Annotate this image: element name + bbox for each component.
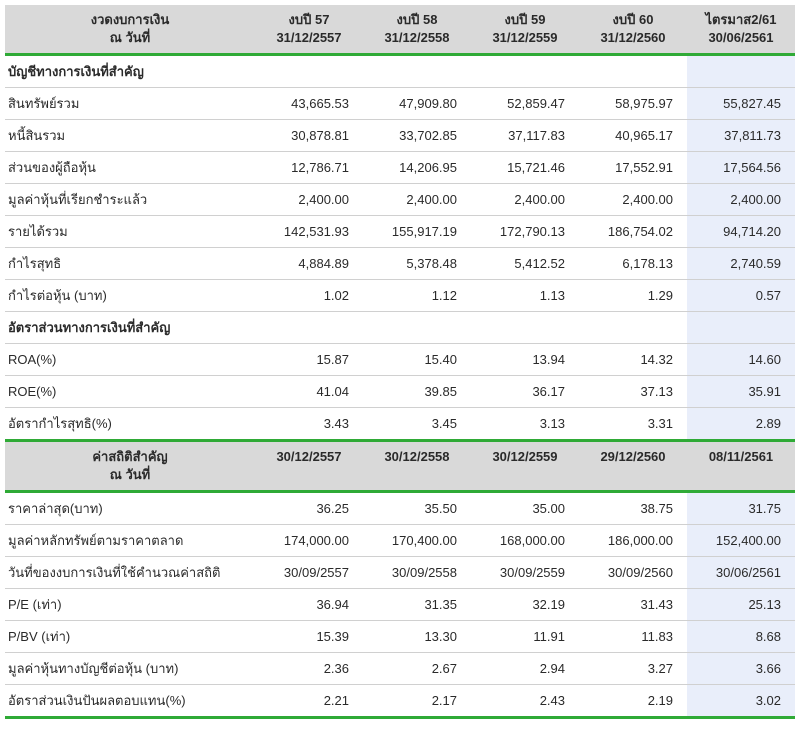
cell-value: 35.00 <box>471 492 579 525</box>
cell-value: 1.12 <box>363 280 471 312</box>
cell-value: 40,965.17 <box>579 120 687 152</box>
cell-value: 2.36 <box>255 653 363 685</box>
cell-value: 39.85 <box>363 376 471 408</box>
cell-value: 36.94 <box>255 589 363 621</box>
table-row <box>5 216 795 248</box>
cell-value: 52,859.47 <box>471 88 579 120</box>
cell-value: 2.94 <box>471 653 579 685</box>
cell-value: 2,400.00 <box>363 184 471 216</box>
cell-value: 14,206.95 <box>363 152 471 184</box>
table-row <box>5 248 795 280</box>
cell-value: 15.40 <box>363 344 471 376</box>
cell-value: 2.89 <box>687 408 795 441</box>
row-label: วันที่ของงบการเงินที่ใช้คำนวณค่าสถิติ <box>5 557 255 589</box>
column-title: งบปี 58 <box>396 12 438 27</box>
cell-value: 2,400.00 <box>255 184 363 216</box>
column-header-fy60 <box>579 5 687 55</box>
row-label: อัตรากำไรสุทธิ(%) <box>5 408 255 441</box>
cell-value: 37,811.73 <box>687 120 795 152</box>
cell-value: 17,564.56 <box>687 152 795 184</box>
cell-value: 155,917.19 <box>363 216 471 248</box>
column-header-fy57 <box>255 5 363 55</box>
cell-value: 1.13 <box>471 280 579 312</box>
cell-value: 2.19 <box>579 685 687 718</box>
cell-value: 47,909.80 <box>363 88 471 120</box>
row-label: มูลค่าหุ้นที่เรียกชำระแล้ว <box>5 184 255 216</box>
table-row <box>5 120 795 152</box>
cell-value: 30/06/2561 <box>687 557 795 589</box>
column-header-q2-61 <box>687 5 795 55</box>
table-row <box>5 344 795 376</box>
row-label: ราคาล่าสุด(บาท) <box>5 492 255 525</box>
cell-value: 32.19 <box>471 589 579 621</box>
cell-value: 0.57 <box>687 280 795 312</box>
cell-value: 30/09/2560 <box>579 557 687 589</box>
header-label-line1: ค่าสถิติสำคัญ <box>92 449 168 464</box>
cell-value: 30,878.81 <box>255 120 363 152</box>
cell-value: 15,721.46 <box>471 152 579 184</box>
cell-value: 2.43 <box>471 685 579 718</box>
cell-empty <box>687 312 795 344</box>
row-label: มูลค่าหุ้นทางบัญชีต่อหุ้น (บาท) <box>5 653 255 685</box>
table-row <box>5 376 795 408</box>
cell-value: 12,786.71 <box>255 152 363 184</box>
cell-value: 2,400.00 <box>471 184 579 216</box>
statistics-header-label <box>5 441 255 492</box>
header-label-line2: ณ วันที่ <box>109 467 151 482</box>
cell-value: 2.17 <box>363 685 471 718</box>
cell-value: 36.25 <box>255 492 363 525</box>
cell-value: 31.35 <box>363 589 471 621</box>
row-label: กำไรสุทธิ <box>5 248 255 280</box>
fiscal-period-header-row <box>5 5 795 55</box>
statistics-column-date: 30/12/2557 <box>255 441 363 492</box>
table-row <box>5 653 795 685</box>
row-label: P/BV (เท่า) <box>5 621 255 653</box>
cell-value: 13.94 <box>471 344 579 376</box>
cell-value: 94,714.20 <box>687 216 795 248</box>
cell-empty <box>687 55 795 88</box>
cell-value: 3.43 <box>255 408 363 441</box>
cell-value: 25.13 <box>687 589 795 621</box>
cell-value: 186,000.00 <box>579 525 687 557</box>
column-title: งบปี 60 <box>612 12 654 27</box>
row-label: กำไรต่อหุ้น (บาท) <box>5 280 255 312</box>
cell-value: 14.32 <box>579 344 687 376</box>
cell-value: 3.31 <box>579 408 687 441</box>
row-label: อัตราส่วนเงินปันผลตอบแทน(%) <box>5 685 255 718</box>
row-label: มูลค่าหลักทรัพย์ตามราคาตลาด <box>5 525 255 557</box>
cell-value: 11.83 <box>579 621 687 653</box>
cell-value: 37.13 <box>579 376 687 408</box>
cell-value: 1.29 <box>579 280 687 312</box>
column-header-fy58 <box>363 5 471 55</box>
table-row <box>5 685 795 718</box>
cell-value: 8.68 <box>687 621 795 653</box>
section-title-row <box>5 312 795 344</box>
cell-value: 186,754.02 <box>579 216 687 248</box>
cell-value: 2,740.59 <box>687 248 795 280</box>
cell-value: 3.27 <box>579 653 687 685</box>
column-title: งบปี 59 <box>504 12 546 27</box>
section-title-financial-accounts: บัญชีทางการเงินที่สำคัญ <box>5 55 687 88</box>
cell-value: 4,884.89 <box>255 248 363 280</box>
table-row <box>5 88 795 120</box>
cell-value: 14.60 <box>687 344 795 376</box>
cell-value: 33,702.85 <box>363 120 471 152</box>
cell-value: 142,531.93 <box>255 216 363 248</box>
fiscal-period-header-label <box>5 5 255 55</box>
cell-value: 152,400.00 <box>687 525 795 557</box>
section-title-financial-ratios: อัตราส่วนทางการเงินที่สำคัญ <box>5 312 687 344</box>
row-label: ส่วนของผู้ถือหุ้น <box>5 152 255 184</box>
cell-value: 170,400.00 <box>363 525 471 557</box>
section-title-row <box>5 55 795 88</box>
header-label-line1: งวดงบการเงิน <box>90 12 170 27</box>
cell-value: 37,117.83 <box>471 120 579 152</box>
cell-value: 2.21 <box>255 685 363 718</box>
cell-value: 55,827.45 <box>687 88 795 120</box>
cell-value: 41.04 <box>255 376 363 408</box>
cell-value: 3.02 <box>687 685 795 718</box>
cell-value: 174,000.00 <box>255 525 363 557</box>
statistics-column-date: 29/12/2560 <box>579 441 687 492</box>
cell-value: 2,400.00 <box>579 184 687 216</box>
table-row <box>5 492 795 525</box>
cell-value: 35.91 <box>687 376 795 408</box>
column-date: 30/06/2561 <box>708 30 774 45</box>
cell-value: 31.75 <box>687 492 795 525</box>
cell-value: 2,400.00 <box>687 184 795 216</box>
cell-value: 5,378.48 <box>363 248 471 280</box>
cell-value: 43,665.53 <box>255 88 363 120</box>
table-row <box>5 280 795 312</box>
cell-value: 1.02 <box>255 280 363 312</box>
cell-value: 30/09/2559 <box>471 557 579 589</box>
cell-value: 168,000.00 <box>471 525 579 557</box>
table-row <box>5 621 795 653</box>
statistics-column-date: 08/11/2561 <box>687 441 795 492</box>
statistics-column-date: 30/12/2558 <box>363 441 471 492</box>
cell-value: 36.17 <box>471 376 579 408</box>
cell-value: 3.66 <box>687 653 795 685</box>
table-row <box>5 525 795 557</box>
cell-value: 15.87 <box>255 344 363 376</box>
table-row <box>5 184 795 216</box>
cell-value: 38.75 <box>579 492 687 525</box>
column-title: ไตรมาส2/61 <box>705 12 777 27</box>
cell-value: 13.30 <box>363 621 471 653</box>
cell-value: 30/09/2557 <box>255 557 363 589</box>
column-date: 31/12/2557 <box>276 30 342 45</box>
column-date: 31/12/2559 <box>492 30 558 45</box>
cell-value: 3.45 <box>363 408 471 441</box>
cell-value: 58,975.97 <box>579 88 687 120</box>
statistics-column-date: 30/12/2559 <box>471 441 579 492</box>
table-row <box>5 589 795 621</box>
column-header-fy59 <box>471 5 579 55</box>
cell-value: 31.43 <box>579 589 687 621</box>
row-label: หนี้สินรวม <box>5 120 255 152</box>
cell-value: 17,552.91 <box>579 152 687 184</box>
row-label: สินทรัพย์รวม <box>5 88 255 120</box>
cell-value: 172,790.13 <box>471 216 579 248</box>
column-date: 31/12/2560 <box>600 30 666 45</box>
cell-value: 15.39 <box>255 621 363 653</box>
row-label: P/E (เท่า) <box>5 589 255 621</box>
financial-summary-table <box>5 5 795 719</box>
cell-value: 11.91 <box>471 621 579 653</box>
row-label: รายได้รวม <box>5 216 255 248</box>
cell-value: 3.13 <box>471 408 579 441</box>
cell-value: 6,178.13 <box>579 248 687 280</box>
statistics-header-row <box>5 441 795 492</box>
cell-value: 5,412.52 <box>471 248 579 280</box>
cell-value: 30/09/2558 <box>363 557 471 589</box>
table-row <box>5 408 795 441</box>
cell-value: 35.50 <box>363 492 471 525</box>
row-label: ROA(%) <box>5 344 255 376</box>
cell-value: 2.67 <box>363 653 471 685</box>
row-label: ROE(%) <box>5 376 255 408</box>
table-row <box>5 152 795 184</box>
column-title: งบปี 57 <box>288 12 330 27</box>
table-row <box>5 557 795 589</box>
header-label-line2: ณ วันที่ <box>109 30 151 45</box>
column-date: 31/12/2558 <box>384 30 450 45</box>
